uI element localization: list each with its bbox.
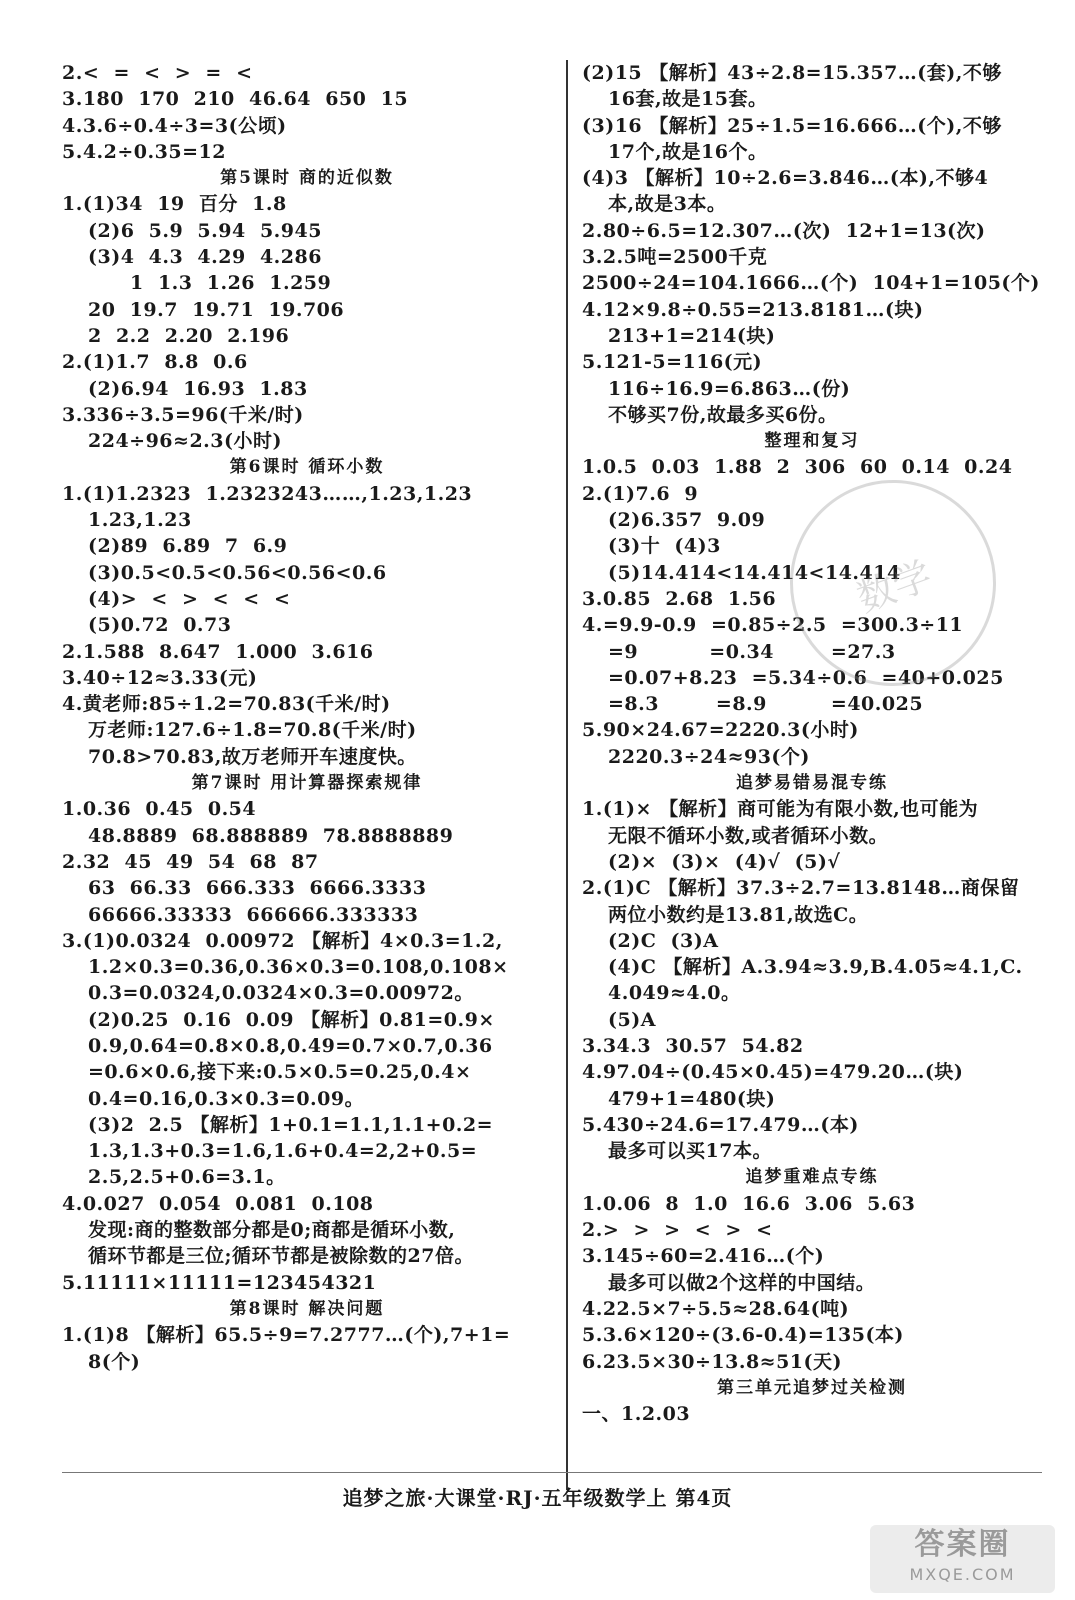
answer-line: (4)3 【解析】10÷2.6=3.846…(本),不够4 <box>582 167 989 190</box>
answer-line: 116÷16.9=6.863…(份) <box>608 377 851 400</box>
answer-line: 3.40÷12≈3.33(元) <box>62 666 258 689</box>
answer-line: 循环节都是三位;循环节都是被除数的27倍。 <box>88 1245 474 1268</box>
answer-line: 1.(1)1.2323 1.2323243……,1.23,1.23 <box>62 482 473 505</box>
answer-line: 2.(1)C 【解析】37.3÷2.7=13.8148…商保留 <box>582 877 1020 900</box>
stamp-text: 数学 <box>850 552 938 620</box>
answer-line: 3.336÷3.5=96(千米/时) <box>62 403 304 426</box>
answer-line: (2)6.94 16.93 1.83 <box>88 377 308 400</box>
answer-line: 3.(1)0.0324 0.00972 【解析】4×0.3=1.2, <box>62 929 503 952</box>
answer-line: 2.> > > < > < <box>582 1219 773 1242</box>
answer-line: 1.(1)× 【解析】商可能为有限小数,也可能为 <box>582 798 979 821</box>
answer-line: 2.< = < > = < <box>62 62 253 84</box>
answer-line: 63 66.33 666.333 6666.3333 <box>88 877 427 900</box>
answer-line: 4.22.5×7÷5.5≈28.64(吨) <box>582 1297 850 1320</box>
answer-line: 2.5,2.5+0.6=3.1。 <box>88 1166 286 1189</box>
answer-line: 3.180 170 210 46.64 650 15 <box>62 88 409 111</box>
answer-line: 1.0.5 0.03 1.88 2 306 60 0.14 0.24 <box>582 456 1013 479</box>
answer-line: 5.90×24.67=2220.3(小时) <box>582 719 859 742</box>
answer-line: 1.(1)8 【解析】65.5÷9=7.2777…(个),7+1= <box>62 1324 511 1347</box>
answer-line: (2)0.25 0.16 0.09 【解析】0.81=0.9× <box>88 1008 495 1031</box>
answer-line: 224÷96≈2.3(小时) <box>88 430 282 453</box>
answer-line: 16套,故是15套。 <box>608 88 768 111</box>
answer-line: 5.4.2÷0.35=12 <box>62 140 226 163</box>
answer-line: 5.430÷24.6=17.479…(本) <box>582 1113 859 1136</box>
footer-rule <box>62 1472 1042 1473</box>
section-heading: 追梦易错易混专练 <box>736 773 888 794</box>
answer-line: 2.32 45 49 54 68 87 <box>62 850 319 873</box>
answer-line: 1.0.06 8 1.0 16.6 3.06 5.63 <box>582 1192 916 1215</box>
answer-line: (2)6 5.9 5.94 5.945 <box>88 219 322 242</box>
answer-line: 1.3,1.3+0.3=1.6,1.6+0.4=2,2+0.5= <box>88 1140 478 1163</box>
answer-line: (3)2 2.5 【解析】1+0.1=1.1,1.1+0.2= <box>88 1113 494 1136</box>
answer-line: 213+1=214(块) <box>608 324 776 347</box>
answer-line: 万老师:127.6÷1.8=70.8(千米/时) <box>88 719 417 742</box>
section-heading: 第三单元追梦过关检测 <box>717 1377 907 1398</box>
answer-line: 本,故是3本。 <box>608 193 727 216</box>
section-heading: 追梦重难点专练 <box>745 1167 879 1188</box>
answer-line: 2.(1)7.6 9 <box>582 482 699 505</box>
answer-line: (2)89 6.89 7 6.9 <box>88 535 288 558</box>
answer-line: (3)0.5<0.5<0.56<0.56<0.6 <box>88 561 387 584</box>
answer-line: 479+1=480(块) <box>608 1087 776 1110</box>
answer-line: 0.9,0.64=0.8×0.8,0.49=0.7×0.7,0.36 <box>88 1034 493 1057</box>
answer-line: =0.6×0.6,接下来:0.5×0.5=0.25,0.4× <box>88 1061 472 1084</box>
answer-line: 发现:商的整数部分都是0;商都是循环小数, <box>88 1219 456 1242</box>
section-heading: 整理和复习 <box>764 431 860 452</box>
answer-line: (4)> < > < < < <box>88 587 291 610</box>
column-divider <box>566 60 568 1490</box>
answer-line: 2.80÷6.5=12.307…(次) 12+1=13(次) <box>582 219 986 242</box>
answer-line: 2 2.2 2.20 2.196 <box>88 324 290 347</box>
section-heading: 第8课时 解决问题 <box>229 1298 385 1319</box>
answer-line: (2)C (3)A <box>608 929 719 952</box>
answer-line: 2500÷24=104.1666…(个) 104+1=105(个) <box>582 272 1040 295</box>
answer-line: 17个,故是16个。 <box>608 140 768 163</box>
answer-line: (3)十 (4)3 <box>608 535 721 558</box>
section-heading: 第7课时 用计算器探索规律 <box>191 773 423 794</box>
answer-line: 最多可以买17本。 <box>608 1140 772 1163</box>
answer-line: 4.049≈4.0。 <box>608 982 741 1005</box>
answer-line: 4.=9.9-0.9 =0.85÷2.5 =300.3÷11 <box>582 614 964 637</box>
answer-line: (5)0.72 0.73 <box>88 614 232 637</box>
answer-line: =8.3 =8.9 =40.025 <box>608 693 924 716</box>
answer-line: 5.3.6×120÷(3.6-0.4)=135(本) <box>582 1324 904 1347</box>
answer-line: 5.11111×11111=123454321 <box>62 1271 377 1294</box>
watermark-url: MXQE.COM <box>909 1565 1016 1584</box>
answer-line: 1.23,1.23 <box>88 509 192 532</box>
answer-line: 4.3.6÷0.4÷3=3(公顷) <box>62 114 287 137</box>
answer-line: (4)C 【解析】A.3.94≈3.9,B.4.05≈4.1,C. <box>608 956 1023 979</box>
answer-line: (2)× (3)× (4)√ (5)√ <box>608 850 841 873</box>
answer-line: 6.23.5×30÷13.8≈51(天) <box>582 1350 843 1373</box>
answer-line: 2220.3÷24≈93(个) <box>608 745 810 768</box>
answer-line: 1.(1)34 19 百分 1.8 <box>62 193 287 216</box>
answer-line: 8(个) <box>88 1350 141 1373</box>
answer-line: 3.0.85 2.68 1.56 <box>582 587 777 610</box>
page-footer: 追梦之旅·大课堂·RJ·五年级数学上 第4页 <box>342 1486 733 1510</box>
answer-line: 4.12×9.8÷0.55=213.8181…(块) <box>582 298 924 321</box>
answer-line: (5)14.414<14.414<14.414 <box>608 561 901 584</box>
answer-line: 最多可以做2个这样的中国结。 <box>608 1271 876 1294</box>
answer-line: 70.8>70.83,故万老师开车速度快。 <box>88 745 417 768</box>
answer-line: (2)6.357 9.09 <box>608 509 766 532</box>
answer-line: 48.8889 68.888889 78.8888889 <box>88 824 454 847</box>
right-column <box>582 60 1042 1427</box>
answer-line: 3.34.3 30.57 54.82 <box>582 1034 804 1057</box>
answer-line: 20 19.7 19.71 19.706 <box>88 298 345 321</box>
answer-line: 1.2×0.3=0.36,0.36×0.3=0.108,0.108× <box>88 956 509 979</box>
answer-line: 3.2.5吨=2500千克 <box>582 246 768 269</box>
answer-line: 2.(1)1.7 8.8 0.6 <box>62 351 248 374</box>
left-column <box>62 60 552 1375</box>
watermark-title: 答案圈 <box>914 1527 1011 1562</box>
answer-line: (5)A <box>608 1008 656 1031</box>
answer-line: 0.4=0.16,0.3×0.3=0.09。 <box>88 1087 365 1110</box>
answer-line: 4.97.04÷(0.45×0.45)=479.20…(块) <box>582 1061 964 1084</box>
answer-line: 两位小数约是13.81,故选C。 <box>608 903 869 926</box>
answer-line: 3.145÷60=2.416…(个) <box>582 1245 825 1268</box>
answer-line: 一、1.2.03 <box>582 1403 691 1426</box>
answer-line: 66666.33333 666666.333333 <box>88 903 419 926</box>
answer-line: =0.07+8.23 =5.34÷0.6 =40+0.025 <box>608 666 1004 689</box>
answer-line: (2)15 【解析】43÷2.8=15.357…(套),不够 <box>582 62 1002 84</box>
answer-line: (3)4 4.3 4.29 4.286 <box>88 246 322 269</box>
answer-line: 1 1.3 1.26 1.259 <box>130 272 332 295</box>
answer-line: 4.黄老师:85÷1.2=70.83(千米/时) <box>62 693 391 716</box>
answer-line: 0.3=0.0324,0.0324×0.3=0.00972。 <box>88 982 474 1005</box>
answer-line: (3)16 【解析】25÷1.5=16.666…(个),不够 <box>582 114 1002 137</box>
answer-line: 5.121-5=116(元) <box>582 351 763 374</box>
answer-line: 2.1.588 8.647 1.000 3.616 <box>62 640 374 663</box>
answer-line: =9 =0.34 =27.3 <box>608 640 896 663</box>
answer-line: 无限不循环小数,或者循环小数。 <box>608 824 889 847</box>
section-heading: 第5课时 商的近似数 <box>220 168 394 189</box>
watermark-logo <box>870 1525 1055 1593</box>
answer-line: 不够买7份,故最多买6份。 <box>608 403 838 426</box>
answer-line: 1.0.36 0.45 0.54 <box>62 798 257 821</box>
section-heading: 第6课时 循环小数 <box>229 457 385 478</box>
answer-line: 4.0.027 0.054 0.081 0.108 <box>62 1192 374 1215</box>
